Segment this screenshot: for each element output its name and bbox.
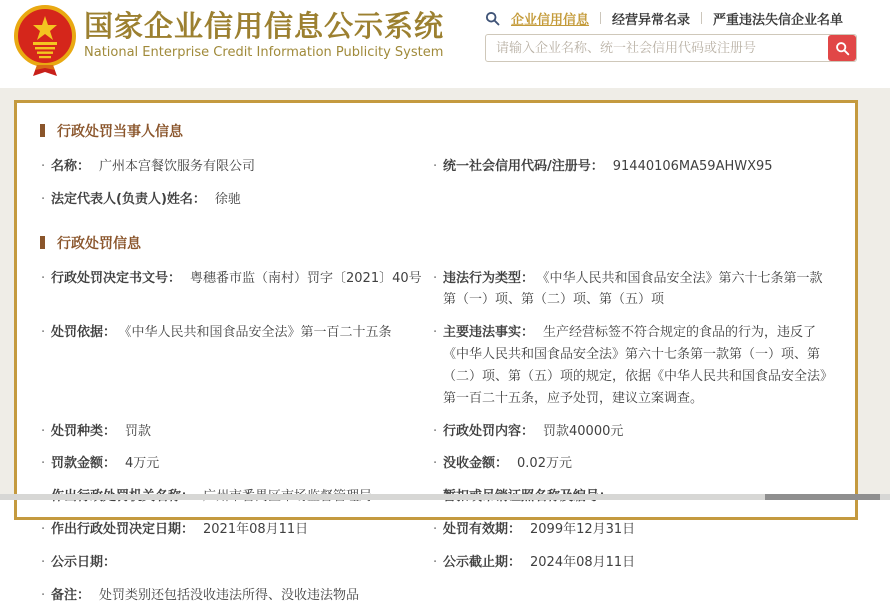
horizontal-scrollbar[interactable] xyxy=(0,494,890,500)
field-row xyxy=(40,268,855,312)
field-publicity-date: · 公示日期： xyxy=(40,552,432,574)
field-decision-number: · 行政处罚决定书文号： 粤穗番市监（南村）罚字〔2021〕40号 xyxy=(40,268,432,290)
field-decision-date: · 作出行政处罚决定日期： 2021年08月11日 xyxy=(40,519,432,541)
field-row xyxy=(40,189,855,211)
field-row xyxy=(40,585,855,607)
site-title: 国家企业信用信息公示系统 xyxy=(84,9,445,43)
section-title-party: 行政处罚当事人信息 xyxy=(40,121,855,141)
field-legal-representative: · 法定代表人(负责人)姓名： 徐驰 xyxy=(40,189,432,211)
field-publicity-end-date: · 公示截止期： 2024年08月11日 xyxy=(432,552,835,574)
content-background xyxy=(0,88,890,603)
field-credit-code: · 统一社会信用代码/注册号： 91440106MA59AHWX95 xyxy=(432,156,835,178)
horizontal-scrollbar-thumb[interactable] xyxy=(765,494,880,500)
field-confiscation-amount: · 没收金额： 0.02万元 xyxy=(432,453,835,475)
top-nav xyxy=(485,9,857,27)
field-row xyxy=(40,156,855,178)
field-row xyxy=(40,453,855,475)
search-button-icon xyxy=(835,41,850,56)
field-penalty-type: · 处罚种类： 罚款 xyxy=(40,421,432,443)
field-violation-type: · 违法行为类型： 《中华人民共和国食品安全法》第六十七条第一款第（一）项、第（二）项、第（五）项 xyxy=(432,268,835,312)
field-row xyxy=(40,322,855,409)
national-emblem-icon xyxy=(13,4,77,80)
nav-separator xyxy=(600,12,601,24)
field-row xyxy=(40,519,855,541)
section-penalty-info xyxy=(40,233,855,607)
site-header xyxy=(0,0,890,88)
search-icon xyxy=(485,11,500,26)
header-right xyxy=(485,9,857,62)
nav-abnormal-operations[interactable]: 经营异常名录 xyxy=(612,12,691,28)
search-bar xyxy=(485,34,857,62)
national-emblem-logo xyxy=(13,4,77,80)
field-penalty-content: · 行政处罚内容： 罚款40000元 xyxy=(432,421,835,443)
field-main-violation-facts: · 主要违法事实： 生产经营标签不符合规定的食品的行为，违反了《中华人民共和国食品安全法》第六十七条第一款第（一）项、第（二）项、第（五）项的规定，依据《中华人民共和国食品安全法》第一百二十五条，应予处罚，建议立案调查。 xyxy=(432,322,835,409)
site-title-block xyxy=(84,8,444,60)
section-party-info xyxy=(40,121,855,211)
field-row xyxy=(40,421,855,443)
search-input[interactable] xyxy=(485,34,857,62)
nav-enterprise-credit[interactable]: 企业信用信息 xyxy=(511,12,590,28)
section-title-penalty: 行政处罚信息 xyxy=(40,233,855,253)
nav-separator xyxy=(701,12,702,24)
penalty-detail-panel xyxy=(14,100,858,603)
site-subtitle: National Enterprise Credit Information Publicity System xyxy=(84,45,444,61)
field-fine-amount: · 罚款金额： 4万元 xyxy=(40,453,432,475)
field-penalty-basis: · 处罚依据： 《中华人民共和国食品安全法》第一百二十五条 xyxy=(40,322,432,344)
field-remarks: · 备注： 处罚类别还包括没收违法所得、没收违法物品 xyxy=(40,585,432,607)
field-row xyxy=(40,552,855,574)
nav-serious-violations[interactable]: 严重违法失信企业名单 xyxy=(713,12,844,28)
field-name: · 名称： 广州本宫餐饮服务有限公司 xyxy=(40,156,432,178)
search-button[interactable] xyxy=(828,35,856,61)
field-validity-period: · 处罚有效期： 2099年12月31日 xyxy=(432,519,835,541)
